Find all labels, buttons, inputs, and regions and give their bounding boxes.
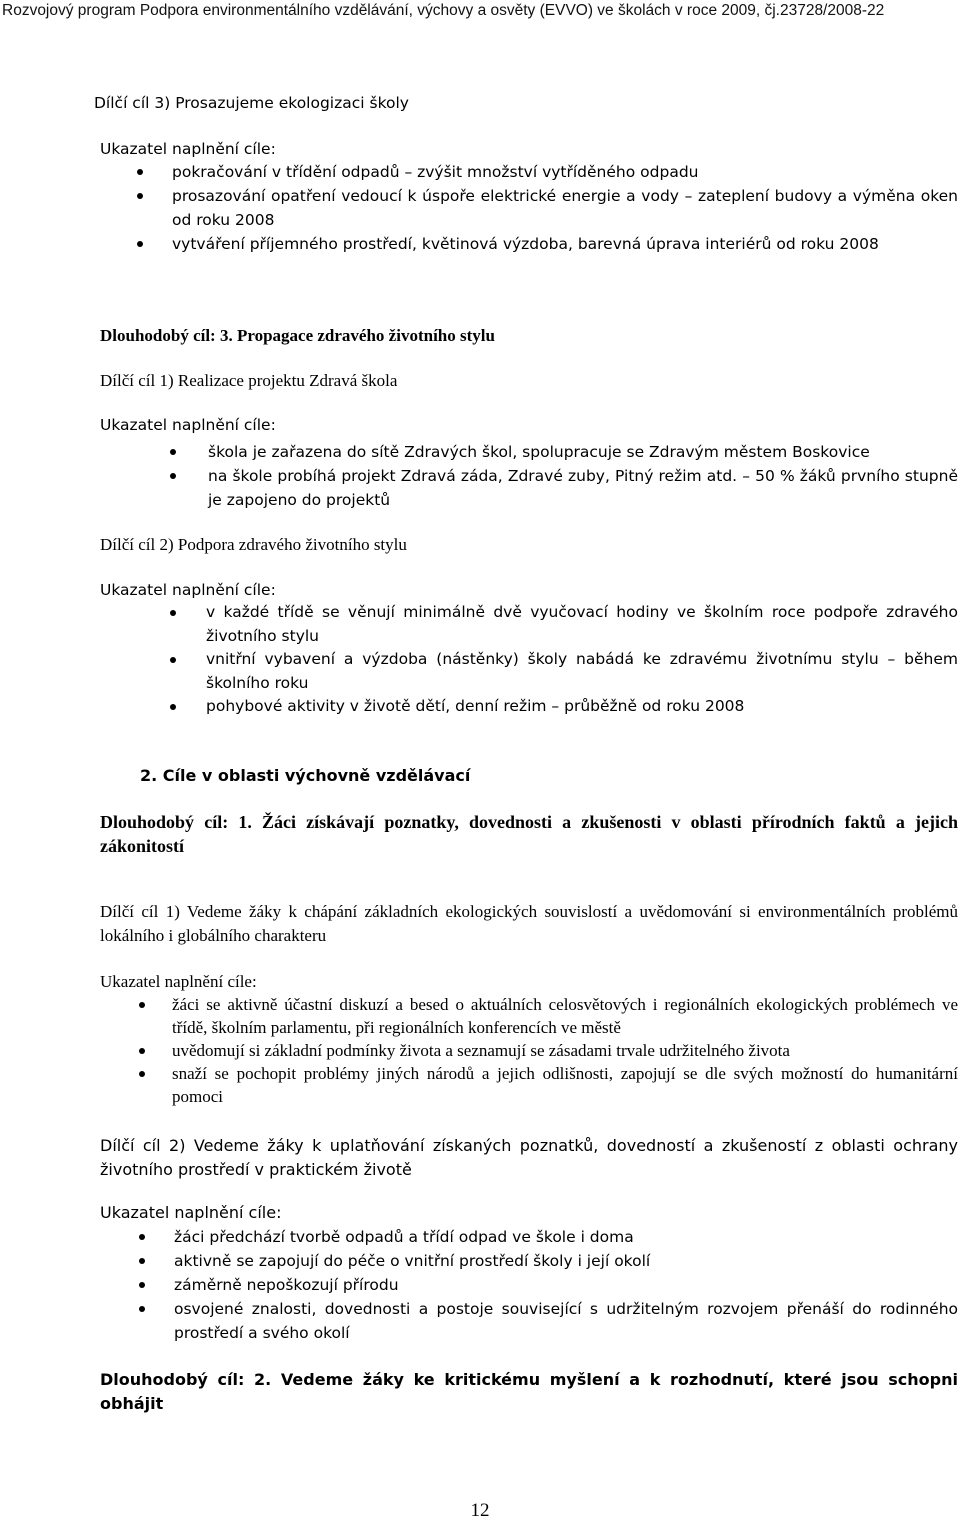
list-item	[206, 695, 958, 719]
indicator-label: Ukazatel naplnění cíle:	[100, 972, 257, 991]
list-item	[172, 232, 958, 256]
list-item	[174, 1225, 958, 1249]
bullet-icon	[139, 1048, 145, 1054]
bullet-icon	[170, 657, 176, 663]
longterm-goal-3: Dlouhodobý cíl: 3. Propagace zdravého životního stylu	[100, 326, 495, 345]
list-item	[208, 440, 958, 464]
goal-2-title: Dílčí cíl 2) Podpora zdravého životního stylu	[100, 535, 407, 554]
bullet-icon	[139, 1002, 145, 1008]
list-item-text: v každé třídě se věnují minimálně dvě vyučovací hodiny ve školním roce podpoře zdravého životního stylu	[206, 603, 958, 645]
list-item-text: snaží se pochopit problémy jiných národů a jejich odlišnosti, zapojují se dle svých možností do humanitární pomoci	[172, 1064, 958, 1106]
list-item-text: osvojené znalosti, dovednosti a postoje související s udržitelným rozvojem přenáší do rodinného prostředí a svého okolí	[174, 1300, 958, 1342]
bullet-icon	[170, 704, 176, 710]
list-item	[172, 1062, 958, 1108]
list-item-text: záměrně nepoškozují přírodu	[174, 1276, 399, 1294]
goal-1-title: Dílčí cíl 1) Realizace projektu Zdravá škola	[100, 371, 398, 390]
list-item-text: uvědomují si základní podmínky života a seznamují se zásadami trvale udržitelného života	[172, 1041, 790, 1060]
longterm-goal-1: Dlouhodobý cíl: 1. Žáci získávají poznatky, dovednosti a zkušenosti v oblasti přírodních faktů a jejich zákonitostí	[100, 812, 958, 856]
list-item-text: škola je zařazena do sítě Zdravých škol, spolupracuje se Zdravým městem Boskovice	[208, 443, 870, 461]
bullet-list	[206, 601, 958, 719]
indicator-label: Ukazatel naplnění cíle:	[100, 140, 276, 158]
list-item	[172, 993, 958, 1039]
page-number: 12	[470, 1500, 490, 1521]
list-item-text: pokračování v třídění odpadů – zvýšit množství vytříděného odpadu	[172, 163, 699, 181]
bullet-icon	[137, 193, 143, 199]
bullet-icon	[139, 1306, 145, 1312]
bullet-icon	[170, 449, 176, 455]
list-item	[172, 184, 958, 232]
list-item	[172, 1039, 958, 1062]
list-item	[174, 1297, 958, 1345]
list-item-text: na škole probíhá projekt Zdravá záda, Zdravé zuby, Pitný režim atd. – 50 % žáků prvního stupně je zapojeno do projektů	[208, 467, 958, 509]
bullet-icon	[139, 1071, 145, 1077]
list-item-text: žáci předchází tvorbě odpadů a třídí odpad ve škole i doma	[174, 1228, 634, 1246]
list-item	[174, 1249, 958, 1273]
list-item	[206, 601, 958, 648]
bullet-icon	[139, 1234, 145, 1240]
list-item-text: žáci se aktivně účastní diskuzí a besed o aktuálních celosvětových i regionálních ekologických problémech ve třídě, školním parlamentu, při regionálních konferencích ve městě	[172, 995, 958, 1037]
bullet-icon	[170, 610, 176, 616]
list-item-text: vnitřní vybavení a výzdoba (nástěnky) školy nabádá ke zdravému životnímu stylu – během školního roku	[206, 650, 958, 692]
list-item	[206, 648, 958, 695]
bullet-icon	[139, 1282, 145, 1288]
indicator-label: Ukazatel naplnění cíle:	[100, 581, 276, 599]
bullet-icon	[137, 169, 143, 175]
bullet-list	[174, 1225, 958, 1345]
list-item-text: pohybové aktivity v životě dětí, denní režim – průběžně od roku 2008	[206, 697, 745, 715]
document-header: Rozvojový program Podpora environmentálního vzdělávání, výchovy a osvěty (EVVO) ve školách v roce 2009, čj.23728/2008-22	[0, 0, 960, 24]
bullet-list	[172, 160, 958, 256]
list-item-text: prosazování opatření vedoucí k úspoře elektrické energie a vody – zateplení budovy a výměna oken od roku 2008	[172, 187, 958, 229]
list-item-text: aktivně se zapojují do péče o vnitřní prostředí školy i její okolí	[174, 1252, 651, 1270]
goal-1-title: Dílčí cíl 1) Vedeme žáky k chápání základních ekologických souvislostí a uvědomování si environmentálních problémů lokálního i globálního charakteru	[100, 902, 958, 945]
bullet-icon	[137, 241, 143, 247]
list-item	[208, 464, 958, 512]
list-item	[172, 160, 958, 184]
list-item-text: vytváření příjemného prostředí, květinová výzdoba, barevná úprava interiérů od roku 2008	[172, 235, 879, 253]
indicator-label: Ukazatel naplnění cíle:	[100, 416, 276, 434]
bullet-icon	[170, 473, 176, 479]
bullet-list	[208, 440, 958, 512]
indicator-label: Ukazatel naplnění cíle:	[100, 1203, 282, 1222]
list-item	[174, 1273, 958, 1297]
goal-3-title: Dílčí cíl 3) Prosazujeme ekologizaci školy	[94, 94, 409, 112]
longterm-goal-2: Dlouhodobý cíl: 2. Vedeme žáky ke kritickému myšlení a k rozhodnutí, které jsou schopni obhájit	[100, 1370, 958, 1413]
section-heading: 2. Cíle v oblasti výchovně vzdělávací	[140, 766, 471, 785]
goal-2-title: Dílčí cíl 2) Vedeme žáky k uplatňování získaných poznatků, dovedností a zkušeností z oblasti ochrany životního prostředí v praktickém životě	[100, 1136, 958, 1179]
bullet-list	[172, 993, 958, 1108]
bullet-icon	[139, 1258, 145, 1264]
